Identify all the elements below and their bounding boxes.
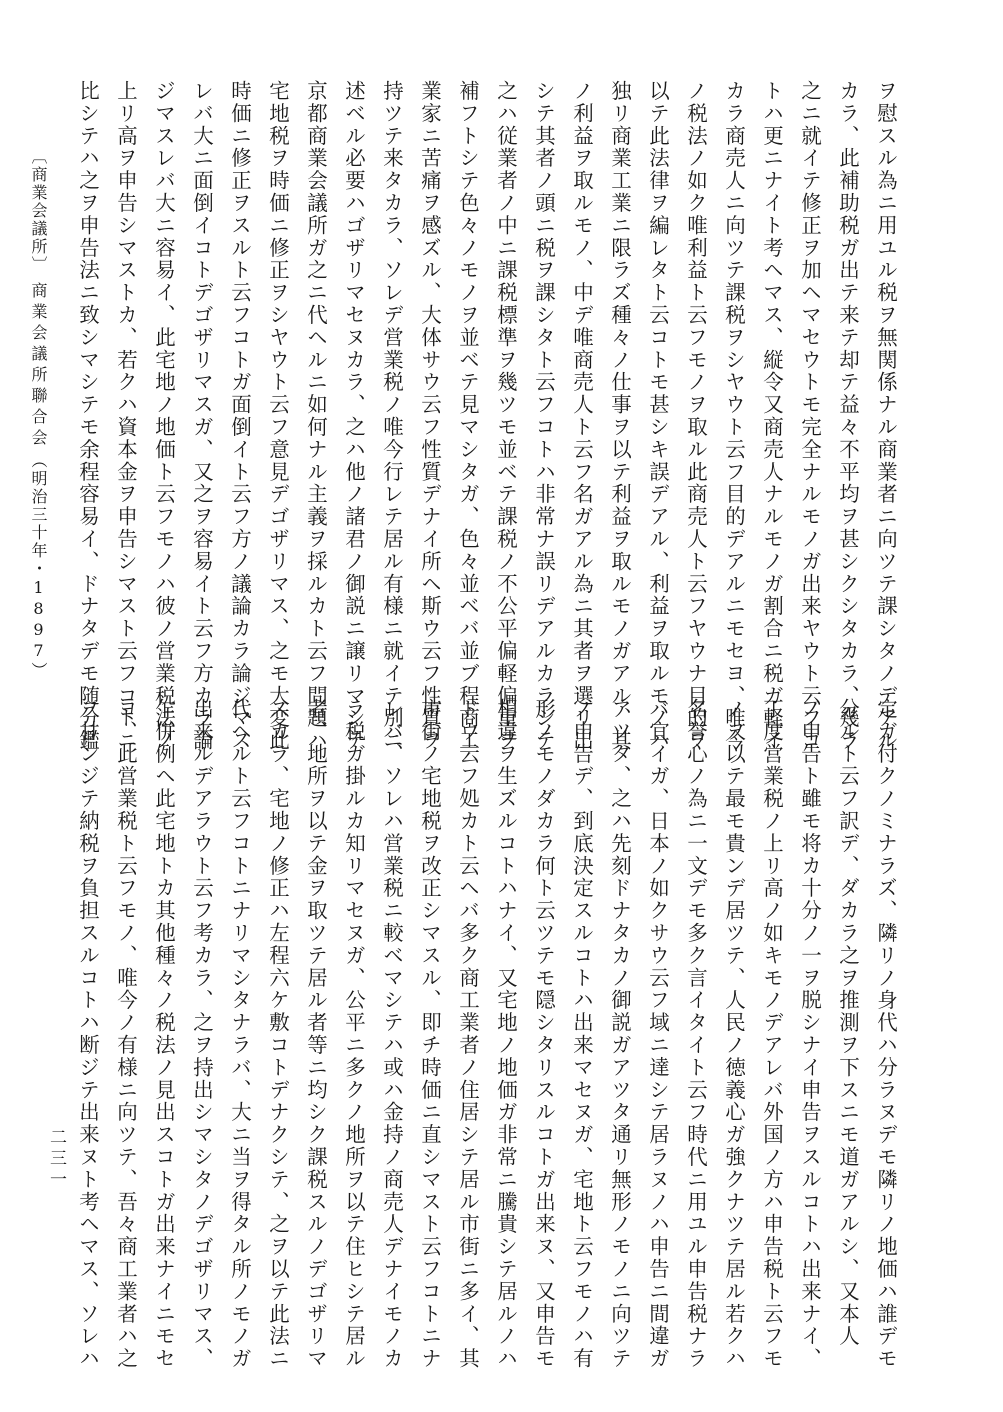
text-column: ジマスレバ大ニ容易イ、此宅地ノ地価ト云フモノハ彼ノ営業税法ノ xyxy=(151,80,176,752)
text-column: ノヲ以テ最モ貴ンデ居ツテ、人民ノ徳義心ガ強クナツテ居ル若クハ xyxy=(721,698,746,1370)
text-column: 者、地所ヲ以テ金ヲ取ツテ居ル者等ニ均シク課税スルノデゴザリマ xyxy=(303,698,328,1370)
text-column: シテ其者ノ頭ニ税ヲ課シタト云フコトハ非常ナ誤リデアルカラシテ xyxy=(531,80,556,752)
text-column: 補フトシテ色々ノモノヲ並ベテ見マシタガ、色々並ベバ並ブ程商工 xyxy=(455,80,480,752)
text-column: 代ヘルト云フコトニナリマシタナラバ、大ニ当ヲ得タル所ノモノガ xyxy=(227,698,252,1370)
running-head-title: 商業会議所聯合会 xyxy=(29,282,48,450)
text-column: ヲ甘ンジテ納税ヲ負担スルコトハ断ジテ出来ヌト考ヘマス、ソレハ xyxy=(75,698,100,1370)
text-column: 比シテハ之ヲ申告法ニ致シマシテモ余程容易イ、ドナタデモ随分鑑 xyxy=(75,80,100,752)
text-column: バ宜イガ、日本ノ如クサウ云フ域ニ達シテ居ラヌノハ申告ニ間違ガ xyxy=(645,698,670,1370)
text-column: 分ルト云フ訳デ、ダカラ之ヲ推測ヲ下スニモ道ガアルシ、又本人 xyxy=(835,698,860,1348)
text-column: ノ税法ノ如ク唯利益ト云フモノヲ取ル此商売人ト云フヤウナ目的ヲ xyxy=(683,80,708,752)
text-column: 乍併例ヘ此宅地トカ其他種々ノ税法ノ見出スコトガ出来ナイニモセ xyxy=(151,698,176,1370)
text-column: カラ、此補助税ガ出テ来テ却テ益々不平均ヲ甚シクシタカラ、幾ラ xyxy=(835,80,860,752)
text-column: ノ申告ト雖モ将カ十分ノ一ヲ脱シナイ申告ヲスルコトハ出来ナイ、 xyxy=(797,698,822,1370)
text-column: レバ、ソレハ営業税ニ較ベマシテハ或ハ金持ノ商売人デナイモノカ xyxy=(379,698,404,1370)
text-column: 上リ高ヲ申告シマストカ、若クハ資本金ヲ申告シマスト云フコトニ xyxy=(113,80,138,752)
text-column: ノ申告デ、到底決定スルコトハ出来マセヌガ、宅地ト云フモノハ有 xyxy=(569,698,594,1370)
text-column: スカラ、宅地ノ修正ハ左程六ケ敷コトデナクシテ、之ヲ以テ此法ニ xyxy=(265,698,290,1370)
text-column: 形ノモノダカラ何ト云ツテモ隠シタリスルコトガ出来ヌ、又申告モ xyxy=(531,698,556,1370)
text-column: ヨ、此営業税ト云フモノ、唯今ノ有様ニ向ツテ、吾々商工業者ハ之 xyxy=(113,698,138,1370)
text-column: 丁度営業税ノ上リ高ノ如キモノデアレバ外国ノ方ハ申告税ト云フモ xyxy=(759,698,784,1370)
text-column: 之ハ従業者ノ中ニ課税標準ヲ幾ツモ並ベテ課税ノ不公平偏軽偏重ヲ xyxy=(493,80,518,752)
text-column: 述ベル必要ハゴザリマセヌカラ、之ハ他ノ諸君ノ御説ニ譲リマシテ xyxy=(341,80,366,752)
page-number: 二三一 xyxy=(46,1128,66,1191)
text-column: ラ税ガ掛ルカ知リマセヌガ、公平ニ多クノ地所ヲ以テ住ヒシテ居ル xyxy=(341,698,366,1370)
text-column: 以テ此法律ヲ編レタト云コトモ甚シキ誤デアル、利益ヲ取ルモノハ xyxy=(645,80,670,752)
text-column: 市街ノ宅地税ヲ改正シマスル、即チ時価ニ直シマスト云フコトニナ xyxy=(417,698,442,1370)
running-head-section: 〔商業会議所〕 xyxy=(29,148,48,274)
text-column: カラ商売人ニ向ツテ課税ヲシヤウト云フ目的デアルニモセヨ、唯今 xyxy=(721,80,746,752)
text-column: 宅地税ヲ時価ニ修正ヲシヤウト云フ意見デゴザリマス、之モ大変此 xyxy=(265,80,290,752)
text-column: 業家ニ苦痛ヲ感ズル、大体サウ云フ性質デナイ所ヘ斯ウ云フ性質ヲ xyxy=(417,80,442,752)
text-column: 持ツテ来タカラ、ソレデ営業税ノ唯今行レテ居ル有様ニ就イテ別ニ xyxy=(379,80,404,752)
text-column: ヲ慰スル為ニ用ユル税ヲ無関係ナル商業者ニ向ツテ課シタノデアル xyxy=(873,80,898,752)
text-column: 定ガ付クノミナラズ、隣リノ身代ハ分ラヌデモ隣リノ地価ハ誰デモ xyxy=(873,698,898,1370)
text-column: 名誉心ノ為ニ一文デモ多ク言イタイト云フ時代ニ用ユル申告税ナラ xyxy=(683,698,708,1370)
running-head-date: （明治三十年・1897） xyxy=(29,452,48,680)
text-column: ドウ云フ処カト云ヘバ多ク商工業者ノ住居シテ居ル市街ニ多イ、其 xyxy=(455,698,480,1370)
text-column: 之ニ就イテ修正ヲ加ヘマセウトモ完全ナルモノガ出来ヤウト云フコ xyxy=(797,80,822,752)
text-column: 京都商業会議所ガ之ニ代ヘルニ如何ナル主義ヲ採ルカト云フ問題ハ xyxy=(303,80,328,752)
text-column: 出来ルデアラウト云フ考カラ、之ヲ持出シマシタノデゴザリマス、 xyxy=(189,698,214,1370)
text-column: 相違ヲ生ズルコトハナイ、又宅地ノ地価ガ非常ニ騰貴シテ居ルノハ xyxy=(493,698,518,1370)
text-column: 独リ商業工業ニ限ラズ種々ノ仕事ヲ以テ利益ヲ取ルモノガアル、其 xyxy=(607,80,632,752)
text-column: ノ利益ヲ取ルモノ、中デ唯商売人ト云フ名ガアル為ニ其者ヲ選リ出 xyxy=(569,80,594,752)
text-column: アツタ、之ハ先刻ドナタカノ御説ガアツタ通リ無形ノモノニ向ツテ xyxy=(607,698,632,1370)
text-column: トハ更ニナイト考ヘマス、縦令又商売人ナルモノガ割合ニ税ガ軽イ xyxy=(759,80,784,752)
text-column: レバ大ニ面倒イコトデゴザリマスガ、又之ヲ容易イト云フ方カラ論 xyxy=(189,80,214,752)
text-column: 時価ニ修正ヲスルト云フコトガ面倒イト云フ方ノ議論カラ論ジマス xyxy=(227,80,252,752)
